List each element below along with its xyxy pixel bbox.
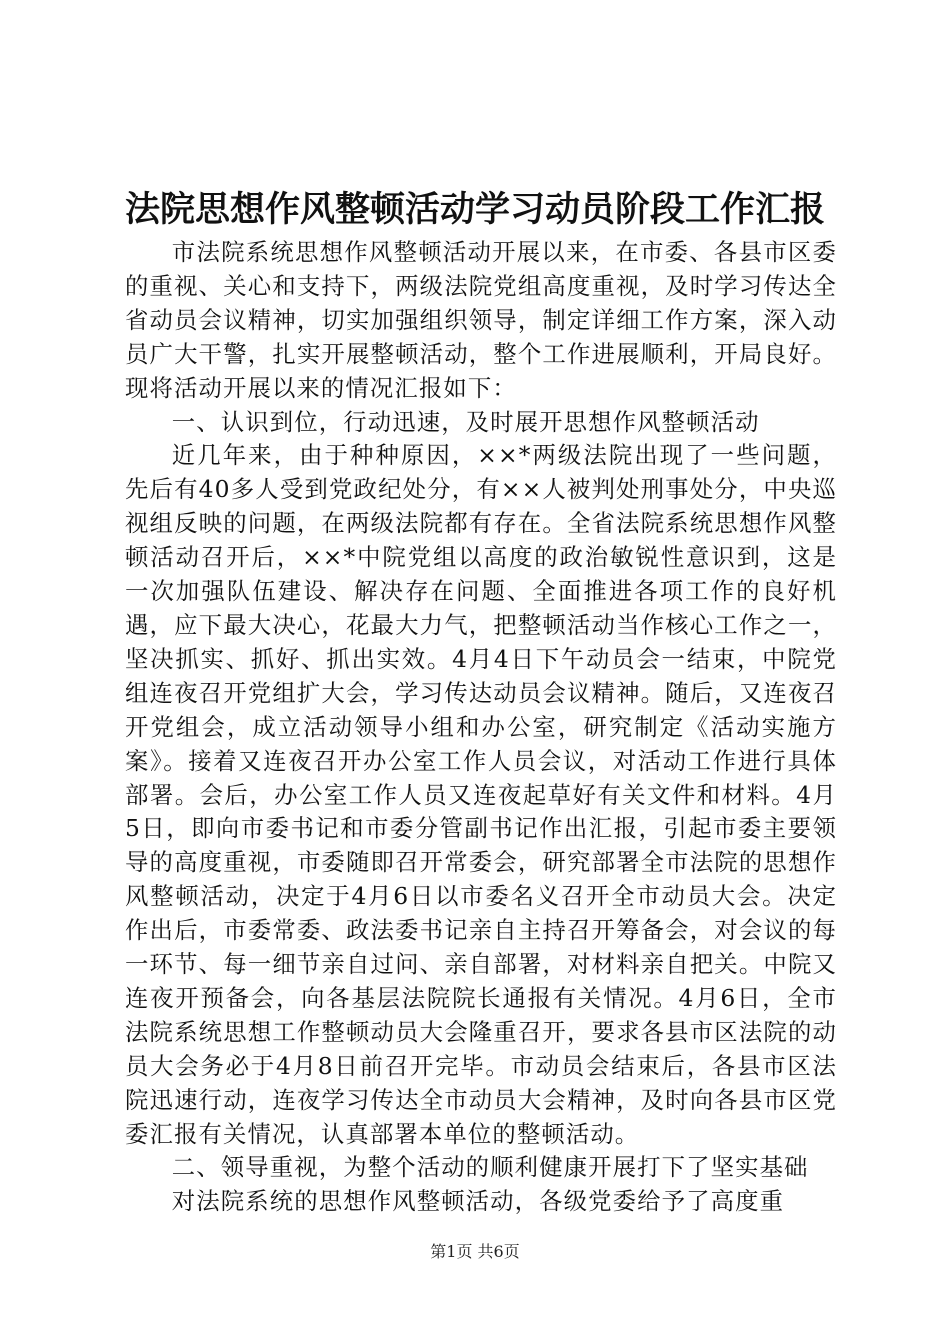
document-title: 法院思想作风整顿活动学习动员阶段工作汇报 xyxy=(124,189,825,230)
document-body xyxy=(125,236,837,1219)
paragraph-section-2: 对法院系统的思想作风整顿活动，各级党委给予了高度重 xyxy=(171,1187,785,1216)
paragraph-section-1: 近几年来，由于种种原因，××*两级法院出现了一些问题，先后有40多人受到党政纪处分，有××人被判处刑事处分，中央巡视组反映的问题，在两级法院都有存在。全省法院系统思想作风整顿活动召开后，××*中院党组以高度的政治敏锐性意识到，这是一次加强队伍建设、解决存在问题、全面推进各项工作的良好机遇，应下最大决心，花最大力气，把整顿活动当作核心工作之一，坚决抓实、抓好、抓出实效。4月4日下午动员会一结束，中院党组连夜召开党组扩大会，学习传达动员会议精神。随后，又连夜召开党组会，成立活动领导小组和办公室，研究制定《活动实施方案》。接着又连夜召开办公室工作人员会议，对活动工作进行具体部署。会后，办公室工作人员又连夜起草好有关文件和材料。4月5日，即向市委书记和市委分管副书记作出汇报，引起市委主要领导的高度重视，市委随即召开常委会，研究部署全市法院的思想作风整顿活动，决定于4月6日以市委名义召开全市动员大会。决定作出后，市委常委、政法委书记亲自主持召开筹备会，对会议的每一环节、每一细节亲自过问、亲自部署，对材料亲自把关。中院又连夜开预备会，向各基层法院院长通报有关情况。4月6日，全市法院系统思想工作整顿动员大会隆重召开，要求各县市区法院的动员大会务必于4月8日前召开完毕。市动员会结束后，各县市区法院迅速行动，连夜学习传达全市动员大会精神，及时向各县市区党委汇报有关情况，认真部署本单位的整顿活动。 xyxy=(125,441,837,1148)
paragraph-intro: 市法院系统思想作风整顿活动开展以来，在市委、各县市区委的重视、关心和支持下，两级法院党组高度重视，及时学习传达全省动员会议精神，切实加强组织领导，制定详细工作方案，深入动员广大干警，扎实开展整顿活动，整个工作进展顺利，开局良好。现将活动开展以来的情况汇报如下： xyxy=(125,238,837,402)
section-heading-2: 二、领导重视，为整个活动的顺利健康开展打下了坚实基础 xyxy=(171,1153,809,1182)
section-heading-1: 一、认识到位，行动迅速，及时展开思想作风整顿活动 xyxy=(171,407,760,436)
page-number-footer: 第1页 共6页 xyxy=(430,1242,520,1261)
